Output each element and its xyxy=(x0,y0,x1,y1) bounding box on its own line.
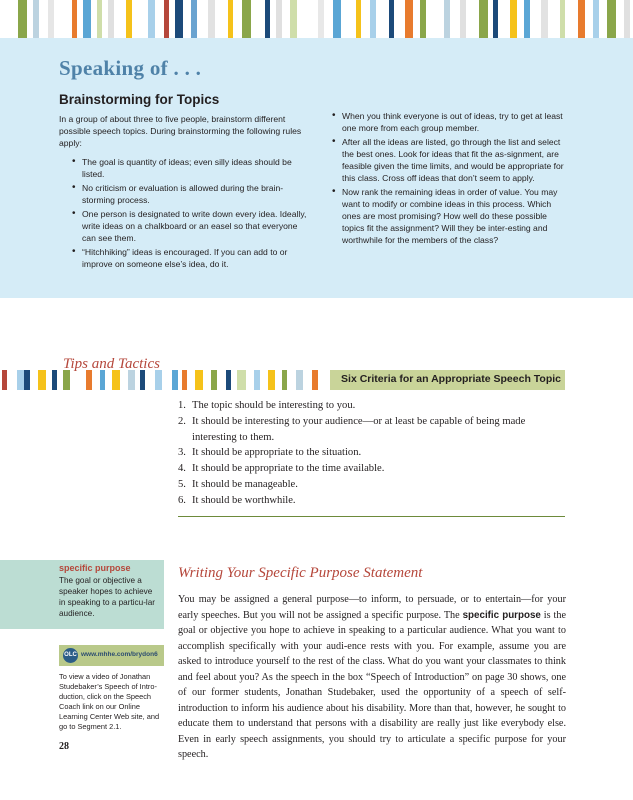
section-paragraph xyxy=(178,592,566,763)
definition-text: The goal or objective a speaker hopes to achieve in speaking to a particu-lar audience. xyxy=(59,576,156,618)
steps-list xyxy=(330,110,568,246)
criteria-text: It should be appropriate to the time available. xyxy=(192,463,385,475)
step-item: • When you think everyone is out of ideas, try to get at least one more from each group member. xyxy=(330,110,568,134)
criteria-item xyxy=(178,414,568,446)
olc-url[interactable]: www.mhhe.com/brydon6 xyxy=(81,651,158,658)
paragraph-end: is the goal or objective you hope to achieve in speaking to a particular audience. What you want to accomplish specifically with your audi-ence rests with you. For example, assume you are asked to introduce yourself to the rest of the class. What do you want your classmates to think and feel about you? As the speech in the box “Speech of Introduction” on page 30 shows, one of our former students, Jonathan Studebaker, used the opportunity of a speech of self-introduction to inform his audience about his disability. More than that, however, he sought to educate them to understand that persons with a disability are really just like everybody else. Even in early speech assignments, you should try to articulate a specific purpose for your speech. xyxy=(178,609,566,760)
step-item: • Now rank the remaining ideas in order of value. You may want to modify or combine ideas in this process. Which ones are most promising? How well do these possible topics fit the assignment? Will they be inter-esting and worthwhile for the members of the class? xyxy=(330,186,568,246)
panel-left-column xyxy=(59,113,311,272)
step-item: • After all the ideas are listed, go through the list and select the best ones. Look for ideas that fit the as-signment, are feasible given the time limits, and would be appropriate for this class. Cross off ideas that don’t seem to apply. xyxy=(330,136,568,184)
criteria-item xyxy=(178,493,568,509)
paragraph-start: You may be assigned a general purpose—to inform, to persuade, or to entertain—for your early speeches. But you will not be assigned a specific purpose. The xyxy=(178,594,566,621)
top-stripe-band xyxy=(0,0,633,38)
video-note: To view a video of Jonathan Studebaker’s Speech of Intro-duction, click on the Speech Coach link on our Online Learning Center Web site, and go to Segment 2.1. xyxy=(59,672,160,731)
criteria-item xyxy=(178,477,568,493)
tips-label: Tips and Tactics xyxy=(63,356,160,372)
section-title: Writing Your Specific Purpose Statement xyxy=(178,565,423,581)
panel-subtitle: Brainstorming for Topics xyxy=(59,92,220,107)
criteria-divider xyxy=(178,516,565,517)
criteria-list xyxy=(178,398,568,509)
speaking-of-panel xyxy=(0,38,633,298)
criteria-item xyxy=(178,445,568,461)
tips-heading-bar xyxy=(330,370,565,390)
panel-title: Speaking of . . . xyxy=(59,56,202,80)
rules-list xyxy=(59,156,311,270)
criteria-item xyxy=(178,461,568,477)
olc-logo-icon: OLC xyxy=(63,648,78,663)
criteria-item xyxy=(178,398,568,414)
criteria-number: 5. xyxy=(178,478,186,490)
definition-term: specific purpose xyxy=(59,563,131,573)
rule-item: • “Hitchhiking” ideas is encouraged. If you can add to or improve on someone else’s idea, do it. xyxy=(70,246,311,270)
criteria-number: 1. xyxy=(178,400,186,411)
panel-intro: In a group of about three to five people, brainstorm different possible speech topics. During brainstorming the following rules apply: xyxy=(59,114,302,148)
page-number: 28 xyxy=(59,741,69,752)
criteria-number: 2. xyxy=(178,415,186,427)
criteria-text: It should be manageable. xyxy=(192,478,298,490)
criteria-number: 6. xyxy=(178,494,186,506)
rule-item: • One person is designated to write down every idea. Ideally, write ideas on a chalkboard or an easel so that everyone can see them. xyxy=(70,208,311,244)
criteria-text: It should be worthwhile. xyxy=(192,494,296,506)
criteria-text: The topic should be interesting to you. xyxy=(192,400,356,411)
criteria-text: It should be interesting to your audience—or at least be capable of being made interesting to them. xyxy=(192,415,526,443)
olc-link[interactable] xyxy=(59,645,164,666)
tips-heading: Six Criteria for an Appropriate Speech Topic xyxy=(341,373,561,385)
criteria-number: 4. xyxy=(178,463,186,475)
rule-item: • No criticism or evaluation is allowed during the brain-storming process. xyxy=(70,182,311,206)
criteria-text: It should be appropriate to the situation. xyxy=(192,447,362,459)
key-term: specific purpose xyxy=(462,609,541,621)
rule-item: • The goal is quantity of ideas; even silly ideas should be listed. xyxy=(70,156,311,180)
panel-right-column xyxy=(330,110,568,248)
criteria-number: 3. xyxy=(178,447,186,459)
